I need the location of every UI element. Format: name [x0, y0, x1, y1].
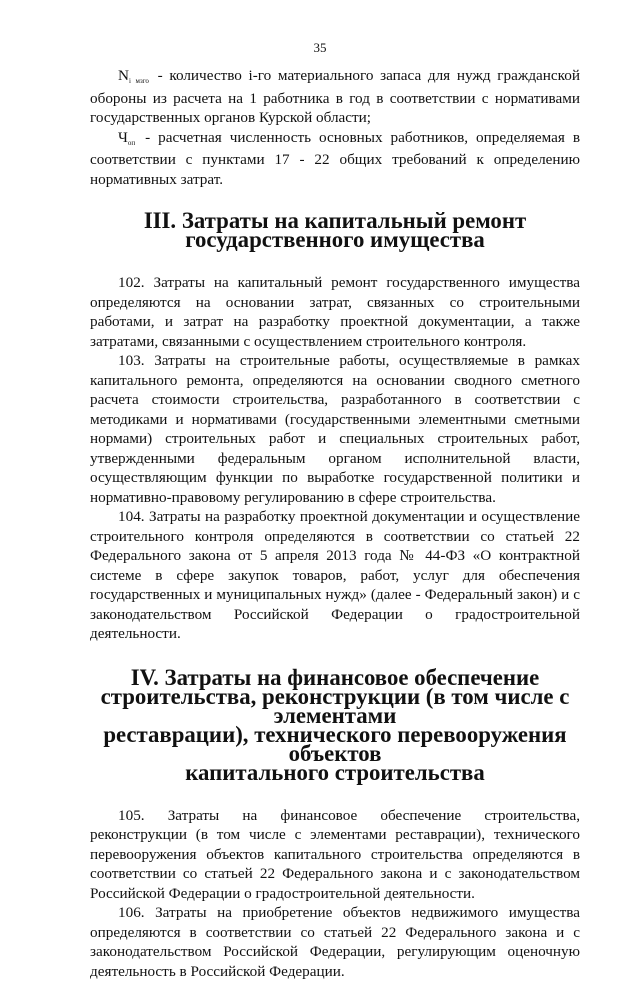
paragraph-105: 105. Затраты на финансовое обеспечение строительства, реконструкции (в том числе с элементами реставрации), технического перевооружения объектов капитального строительства определяются в соответствии со статьей 22 Федерального закона и с законодательством Российской Федерации о градостроительной деятельности.	[90, 806, 580, 902]
definition-n-material-stock	[90, 66, 580, 128]
heading-line: IV. Затраты на финансовое обеспечение	[130, 664, 540, 690]
spacer	[90, 782, 580, 806]
symbol-n: N	[118, 67, 129, 84]
heading-line: III. Затраты на капитальный ремонт	[143, 208, 527, 233]
heading-line: государственного имущества	[185, 227, 485, 252]
heading-line: капитального строительства	[185, 759, 485, 785]
paragraph-104: 104. Затраты на разработку проектной документации и осуществление строительного контроля определяются в соответствии со статьей 22 Федерального закона от 5 апреля 2013 года № 44-ФЗ «О контрактной системе в сфере закупок товаров, работ, услуг для обеспечения государственных и муниципальных нужд» (далее - Федеральный закон) и с законодательством Российской Федерации о градостроительной деятельности.	[90, 508, 580, 642]
page-number: 35	[313, 40, 327, 55]
symbol-ch: Ч	[118, 128, 128, 146]
subscript-n: i мзго	[128, 77, 149, 85]
paragraph-106: 106. Затраты на приобретение объектов недвижимого имущества определяются в соответствии со статьей 22 Федерального закона и с законодательством Российской Федерации, регулирующим оценочную деятельность в Российской Федерации.	[90, 904, 580, 980]
heading-line: строительства, реконструкции (в том числе с элементами	[100, 683, 570, 728]
spacer	[90, 249, 580, 273]
definition-text: - расчетная численность основных работников, определяемая в соответствии с пунктами 17 - 22 общих требований к определению нормативных затрат.	[90, 128, 580, 188]
paragraph-103: 103. Затраты на строительные работы, осуществляемые в рамках капитального ремонта, определяются на основании сводного сметного расчета стоимости строительства, разработанного в соответствии с методиками и нормативами (государственными элементными сметными нормами) строительных работ и специальных строительных работ, утвержденными федеральным органом исполнительной власти, осуществляющим функции по выработке государственной политики и нормативно-правовому регулированию в сфере строительства.	[90, 352, 580, 506]
page-content	[90, 66, 580, 981]
definition-ch-op	[90, 128, 580, 190]
definition-text: - количество i-го материального запаса для нужд гражданской обороны из расчета на 1 работника в год в соответствии с нормативами государственных органов Курской области;	[90, 67, 580, 126]
subscript-ch: оп	[127, 138, 136, 147]
spacer	[90, 644, 580, 668]
heading-line: реставрации), технического перевооружения объектов	[103, 721, 567, 766]
paragraph-102: 102. Затраты на капитальный ремонт государственного имущества определяются на основании затрат, связанных со строительными работами, и затрат на разработку проектной документации, а также затратами, связанными с осуществлением строительного контроля.	[90, 274, 580, 350]
section-3-heading	[90, 208, 580, 252]
section-4-heading	[90, 664, 580, 785]
